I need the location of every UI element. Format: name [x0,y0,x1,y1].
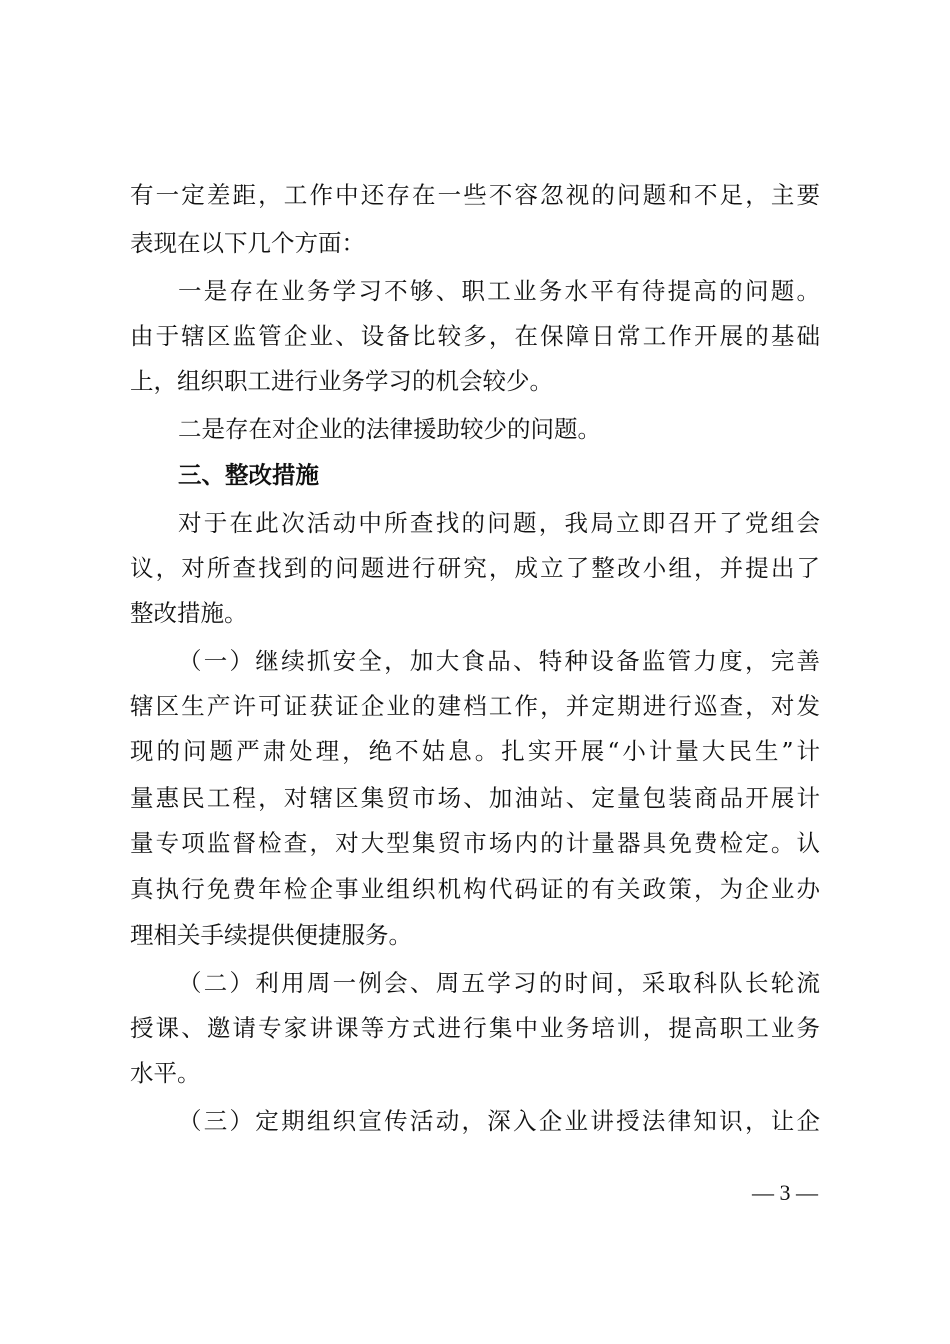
body-text-line: 量惠民工程，对辖区集贸市场、加油站、定量包装商品开展计 [130,784,820,812]
paragraph-first-line: （一）继续抓安全，加大食品、特种设备监管力度，完善 [178,647,820,675]
body-text-line: 授课、邀请专家讲课等方式进行集中业务培训，提高职工业务 [130,1014,820,1042]
body-text-line: 辖区生产许可证获证企业的建档工作，并定期进行巡查，对发 [130,692,820,720]
body-text-line: 由于辖区监管企业、设备比较多，在保障日常工作开展的基础 [130,322,820,350]
body-text-line: 真执行免费年检企事业组织机构代码证的有关政策，为企业办 [130,875,820,903]
body-text-line: 议，对所查找到的问题进行研究，成立了整改小组，并提出了 [130,554,820,582]
body-text-line: 水平。 [130,1059,201,1087]
paragraph-first-line: 对于在此次活动中所查找的问题，我局立即召开了党组会 [178,509,820,537]
body-text-line: 理相关手续提供便捷服务。 [130,921,412,949]
paragraph-first-line: （二）利用周一例会、周五学习的时间，采取科队长轮流 [178,969,820,997]
body-text-line: 整改措施。 [130,599,248,627]
body-text-line: 有一定差距，工作中还存在一些不容忽视的问题和不足，主要 [130,181,820,209]
body-text-line: 量专项监督检查，对大型集贸市场内的计量器具免费检定。认 [130,829,820,857]
paragraph-first-line: （三）定期组织宣传活动，深入企业讲授法律知识，让企 [178,1107,820,1135]
page-number: — 3 — [752,1180,818,1205]
paragraph-first-line: 二是存在对企业的法律援助较少的问题。 [178,415,601,443]
body-text-line: 现的问题严肃处理，绝不姑息。扎实开展“小计量大民生”计 [130,737,820,765]
body-text-line: 表现在以下几个方面： [130,229,365,257]
paragraph-first-line: 一是存在业务学习不够、职工业务水平有待提高的问题。 [178,277,820,305]
body-text-line: 上，组织职工进行业务学习的机会较少。 [130,367,553,395]
section-heading: 三、整改措施 [178,461,319,489]
